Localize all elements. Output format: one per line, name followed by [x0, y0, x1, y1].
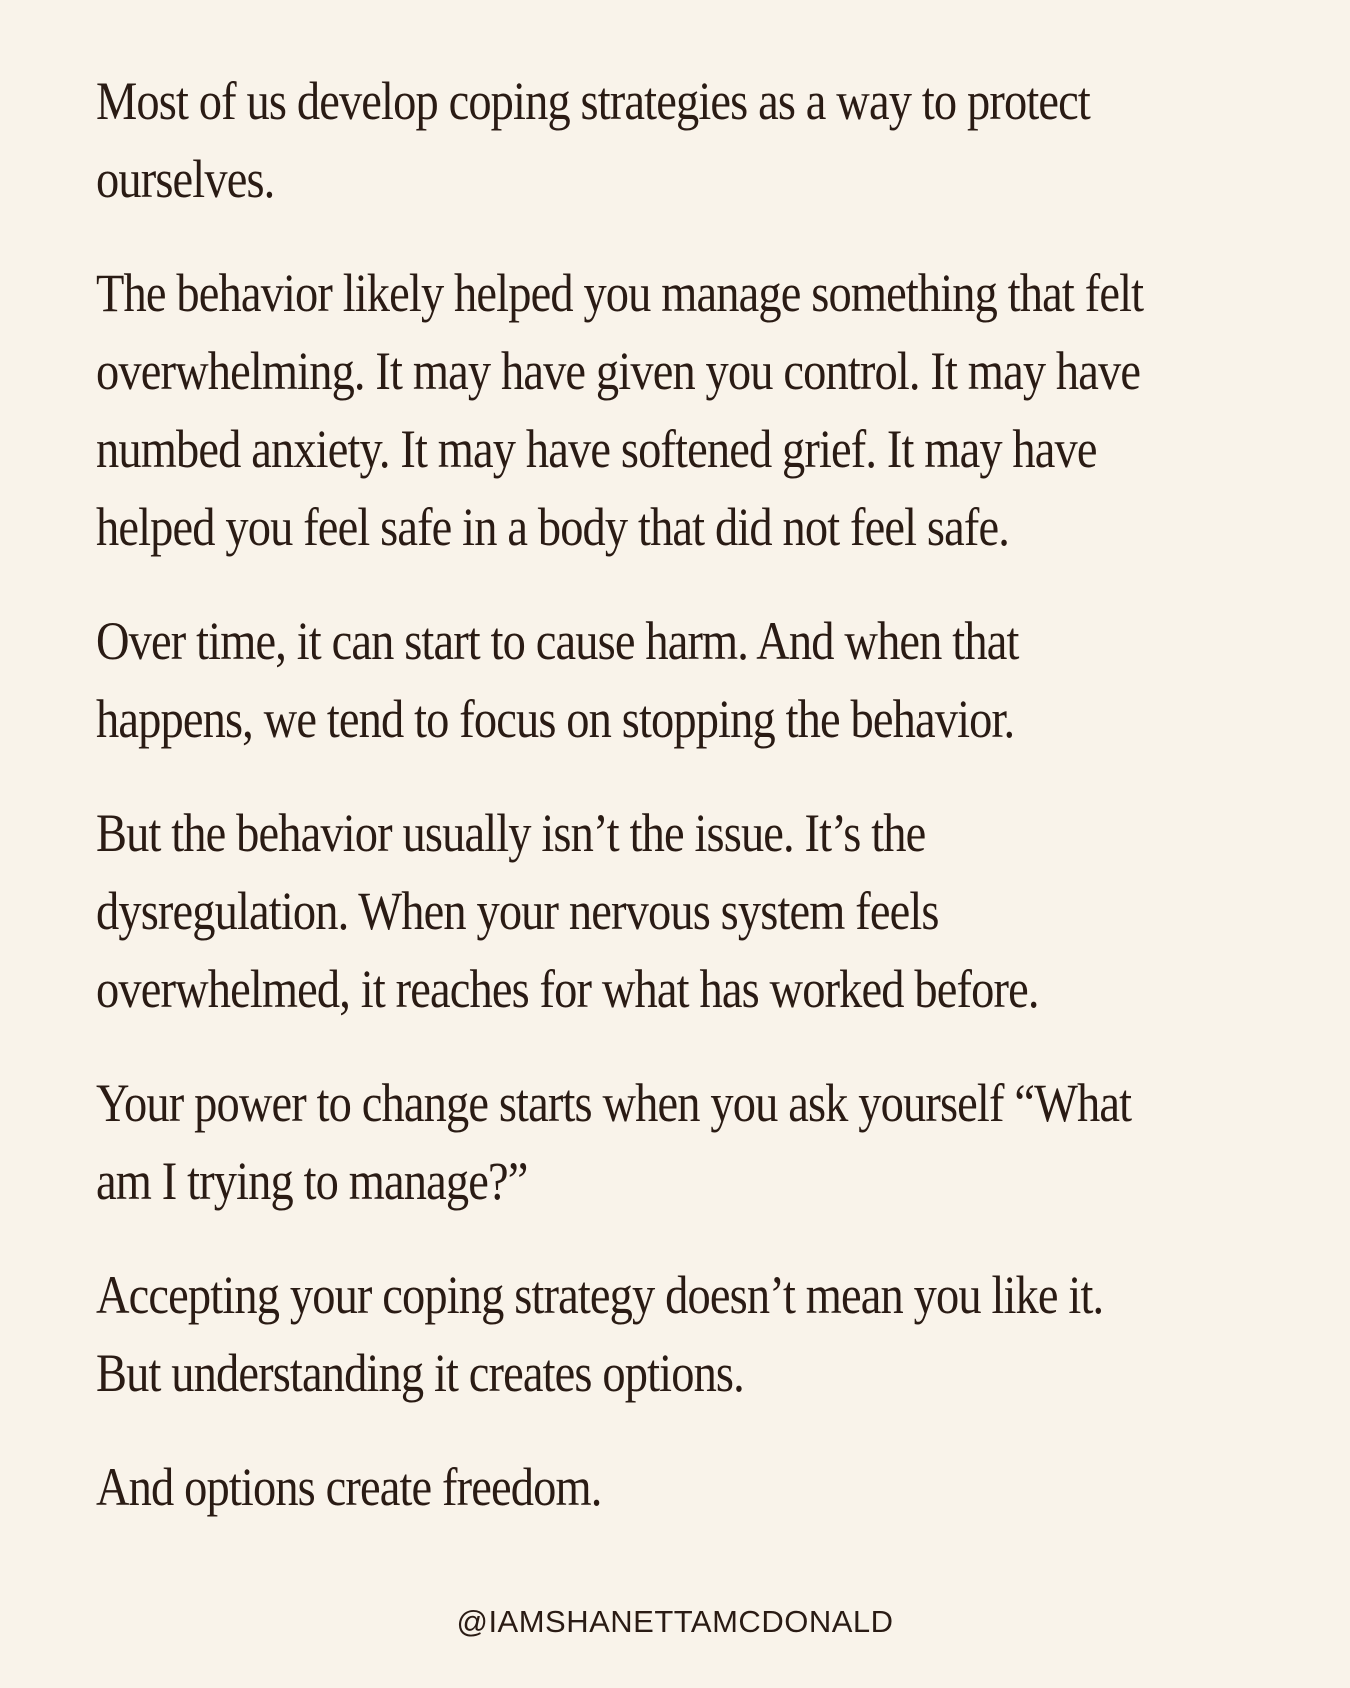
paragraph-1: Most of us develop coping strategies as a way to protect ourselves. [96, 71, 1090, 209]
body-text [96, 62, 1286, 1526]
paragraph-7: And options create freedom. [96, 1457, 602, 1517]
paragraph-4: But the behavior usually isn’t the issue. It’s the dysregulation. When your nervous system feels overwhelmed, it reaches for what has worked before. [96, 803, 1039, 1019]
author-handle: @IAMSHANETTAMCDONALD [456, 1604, 894, 1639]
paragraph-2: The behavior likely helped you manage something that felt overwhelming. It may have given you control. It may have numbed anxiety. It may have softened grief. It may have helped you feel safe in a body that did not feel safe. [96, 263, 1144, 557]
paragraph-5: Your power to change starts when you ask yourself “What am I trying to manage?” [96, 1073, 1132, 1211]
paragraph-3: Over time, it can start to cause harm. And when that happens, we tend to focus on stopping the behavior. [96, 611, 1019, 749]
paragraph-6: Accepting your coping strategy doesn’t mean you like it. But understanding it creates options. [96, 1265, 1104, 1403]
